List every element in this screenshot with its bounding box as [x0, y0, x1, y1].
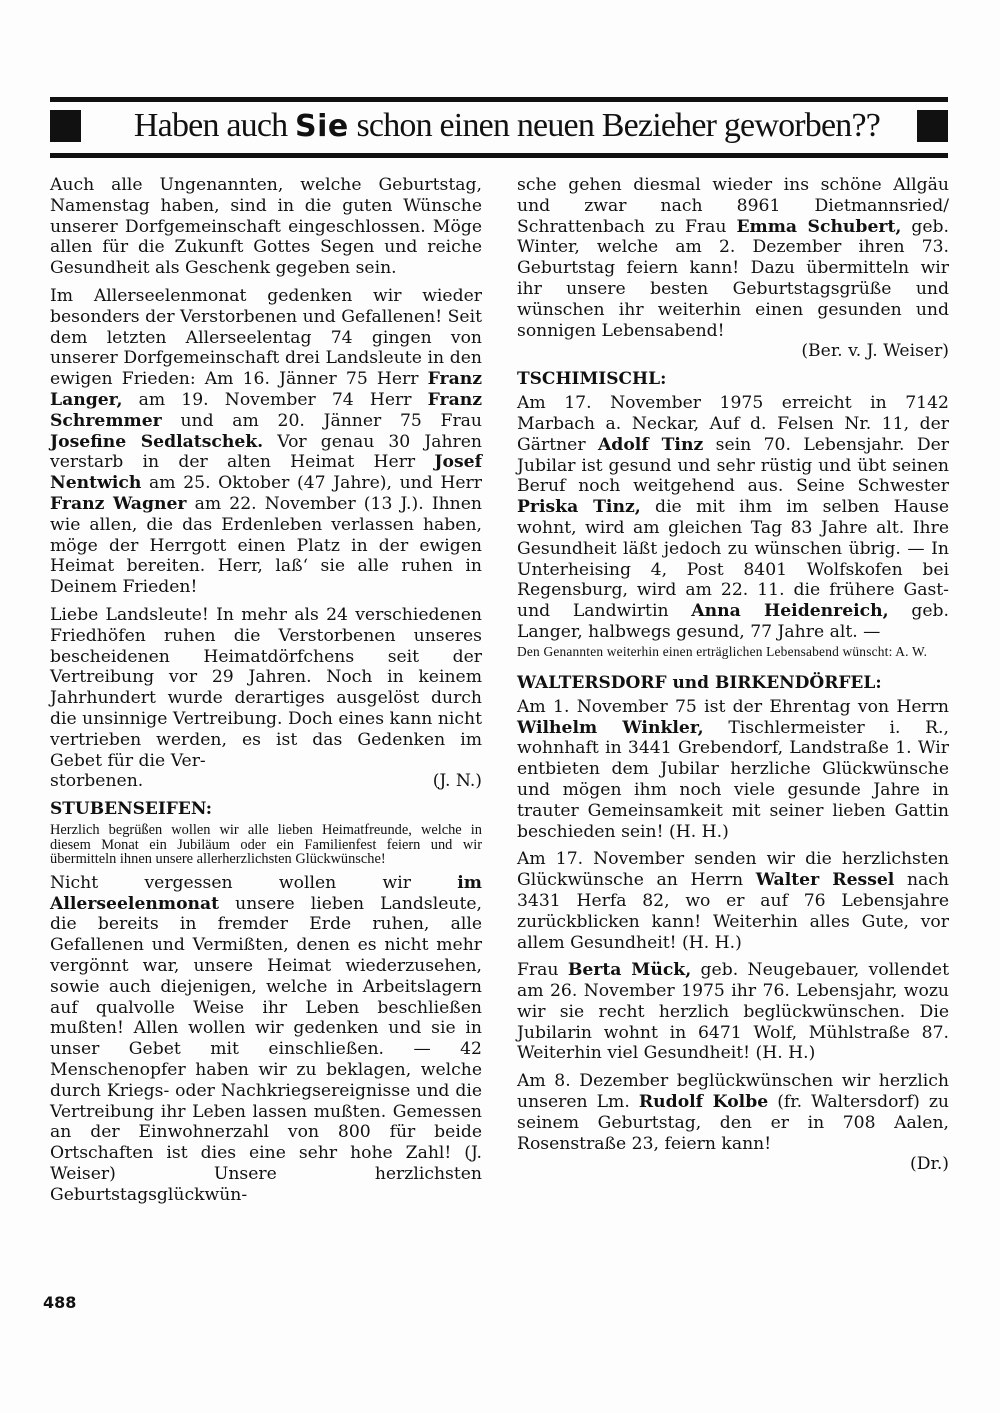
- person-name: Walter Ressel: [755, 870, 895, 891]
- paragraph-walter-ressel: Am 17. November senden wir die herzlichsten Glückwünsche an Herrn Walter Ressel nach 3431 Herfa 82, wo er auf 76 Lebensjahre zurückblicken kann! Weiterhin alles Gute, vor allem Gesundheit! (H. H.): [517, 849, 949, 953]
- person-name: Franz Langer,: [50, 369, 482, 410]
- section-heading-stubenseifen: STUBENSEIFEN:: [50, 799, 213, 820]
- subscriber-banner: [50, 97, 948, 158]
- left-column: [50, 175, 482, 1213]
- paragraph-cemeteries: Liebe Landsleute! In mehr als 24 verschiedenen Friedhöfen ruhen die Verstorbenen unseres bescheidenen Heimatdörfchens seit der Vertreibung vor 29 Jahren. Noch in keinem Jahrhundert wurde derartiges ausgelöst durch die unsinnige Vertreibung. Doch eines kann nicht vertrieben werden, es ist das Gedenken im Gebet für die Ver-: [50, 604, 482, 771]
- person-name: Franz Wagner: [50, 493, 187, 514]
- banner-title-post: schon einen neuen Bezieher geworben??: [348, 107, 881, 144]
- author-signature: (Ber. v. J. Weiser): [801, 341, 949, 362]
- banner-bottom-rule: [50, 153, 948, 158]
- paragraph-birthday-wishes: Auch alle Ungenannten, welche Geburtstag, Namenstag haben, sind in die guten Wünsche unserer Dorfgemeinschaft eingeschlossen. Möge allen für die Zukunft Gottes Segen und reiche Gesundheit als Geschenk gegeben sein.: [50, 175, 482, 279]
- paragraph-remembrance: Nicht vergessen wollen wir im Allerseelenmonat unsere lieben Landsleute, die bereits in fremder Erde ruhen, alle Gefallenen und Vermißten, denen es nicht mehr vergönnt war, unsere Heimat wiederzusehen, sowie auch diejenigen, welche in Arbeitslagern auf qualvolle Weise ihr Leben beschließen mußten! Allen wollen wir gedenken und sie in unser Gebet mit einschließen. — 42 Menschenopfer haben wir zu beklagen, welche durch Kriegs- oder Nachkriegsereignisse und die Vertreibung ihr Leben lassen mußten. Gemessen an der Einwohnerzahl von 800 für beide Ortschaften ist dies eine sehr hohe Zahl! (J. Weiser) Unsere herzlichsten Geburtstagsglückwün-: [50, 872, 482, 1205]
- wishes-small-print: Den Genannten weiterhin einen erträglichen Lebensabend wünscht: A. W.: [517, 643, 928, 659]
- person-name: Josef Nentwich: [50, 452, 482, 494]
- author-signature: (Dr.): [910, 1154, 949, 1175]
- paragraph-allerseelen-deceased: Im Allerseelenmonat gedenken wir wieder besonders der Verstorbenen und Gefallenen! Seit dem letzten Allerseelentag 74 gingen von unserer Dorfgemeinschaft drei Landsleute in den ewigen Frieden: Am 16. Jänner 75 Herr Franz Langer, am 19. November 74 Herr Franz Schremmer und am 20. Jänner 75 Frau Josefine Sedlatschek. Vor genau 30 Jahren verstarb in der alten Heimat Herr Josef Nentwich am 25. Oktober (47 Jahre), und Herr Franz Wagner am 22. November (13 J.). Ihnen wie allen, die das Erdenleben verlassen haben, möge der Herrgott einen Platz in der ewigen Heimat bereiten. Herr, laß‘ sie alle ruhen in Deinem Frieden!: [50, 285, 482, 598]
- page-number: 488: [43, 1293, 77, 1312]
- paragraph-wilhelm-winkler: Am 1. November 75 ist der Ehrentag von Herrn Wilhelm Winkler, Tischlermeister i. R., wohnhaft in 3441 Grebendorf, Landstraße 1. Wir entbieten dem Jubilar herzliche Glückwünsche und mögen ihm noch viele gesunde Jahre in trauter Gemeinsamkeit mit seiner lieben Gattin beschieden sein! (H. H.): [517, 696, 949, 842]
- banner-title-emphasis: Sie: [295, 109, 349, 144]
- person-name: Priska Tinz,: [517, 497, 641, 518]
- section-heading-tschimischl: TSCHIMISCHL:: [517, 369, 667, 390]
- author-signature: (J. N.): [432, 771, 482, 792]
- paragraph-berta-mueck: Frau Berta Mück, geb. Neugebauer, vollendet am 26. November 1975 ihr 76. Lebensjahr, wozu wir sie recht herzlich beglückwünschen. Die Jubilarin wohnt in 6471 Wolf, Mühlstraße 87. Weiterhin viel Gesundheit! (H. H.): [517, 960, 950, 1064]
- paragraph-emma-schubert: sche gehen diesmal wieder ins schöne Allgäu und zwar nach 8961 Dietmannsried/ Schrattenbach zu Frau Emma Schubert, geb. Winter, welche am 2. Dezember ihren 73. Geburtstag feiern kann! Dazu übermitteln wir ihr unsere besten Geburtstagsgrüße und wünschen ihr weiterhin einen gesunden und sonnigen Lebensabend! (Ber. v. J. Weiser): [517, 175, 949, 362]
- person-name: Josefine Sedlatschek.: [50, 431, 264, 452]
- banner-top-rule: [50, 97, 948, 102]
- paragraph-cemeteries-end: storbenen. (J. N.): [50, 771, 482, 792]
- paragraph-tschimischl-birthdays: Am 17. November 1975 erreicht in 7142 Marbach a. Neckar, Auf d. Felsen Nr. 11, der Gärtner Adolf Tinz sein 70. Lebensjahr. Der Jubilar ist gesund und sehr rüstig und übt seinen Beruf noch weitgehend aus. Seine Schwester Priska Tinz, die mit ihm im selben Hause wohnt, wird am gleichen Tag 83 Jahre alt. Ihre Gesundheit läßt jedoch zu wünschen übrig. — In Unterheising 4, Post 8401 Wolfskofen bei Regensburg, wird am 22. 11. die frühere Gast- und Landwirtin Anna Heidenreich, geb. Langer, halbwegs gesund, 77 Jahre alt. —: [517, 393, 949, 642]
- person-name: Emma Schubert,: [736, 216, 902, 237]
- right-square-bullet-icon: [917, 110, 948, 142]
- left-square-bullet-icon: [50, 110, 81, 142]
- banner-title-pre: Haben auch: [133, 107, 296, 144]
- paragraph-rudolf-kolbe: Am 8. Dezember beglückwünschen wir herzlich unseren Lm. Rudolf Kolbe (fr. Waltersdorf) zu seinem Geburtstag, den er in 708 Aalen, Rosenstraße 23, feiern kann! (Dr.): [517, 1071, 949, 1175]
- banner-title: [112, 106, 902, 147]
- person-name: Rudolf Kolbe: [638, 1092, 769, 1113]
- person-name: Berta Mück,: [567, 960, 692, 981]
- section-heading-waltersdorf: WALTERSDORF und BIRKENDÖRFEL:: [517, 672, 882, 693]
- right-column: [517, 175, 949, 1182]
- greeting-small-print: Herzlich begrüßen wollen wir alle lieben Heimatfreunde, welche in diesem Monat ein Jubiläum oder ein Familienfest feiern und wir übermitteln ihnen unsere allerherzlichsten Glückwünsche!: [50, 822, 482, 868]
- person-name: Adolf Tinz: [597, 434, 704, 455]
- person-name: Anna Heidenreich,: [691, 601, 889, 622]
- person-name: Franz Schremmer: [50, 389, 482, 431]
- person-name: Wilhelm Winkler,: [517, 717, 704, 738]
